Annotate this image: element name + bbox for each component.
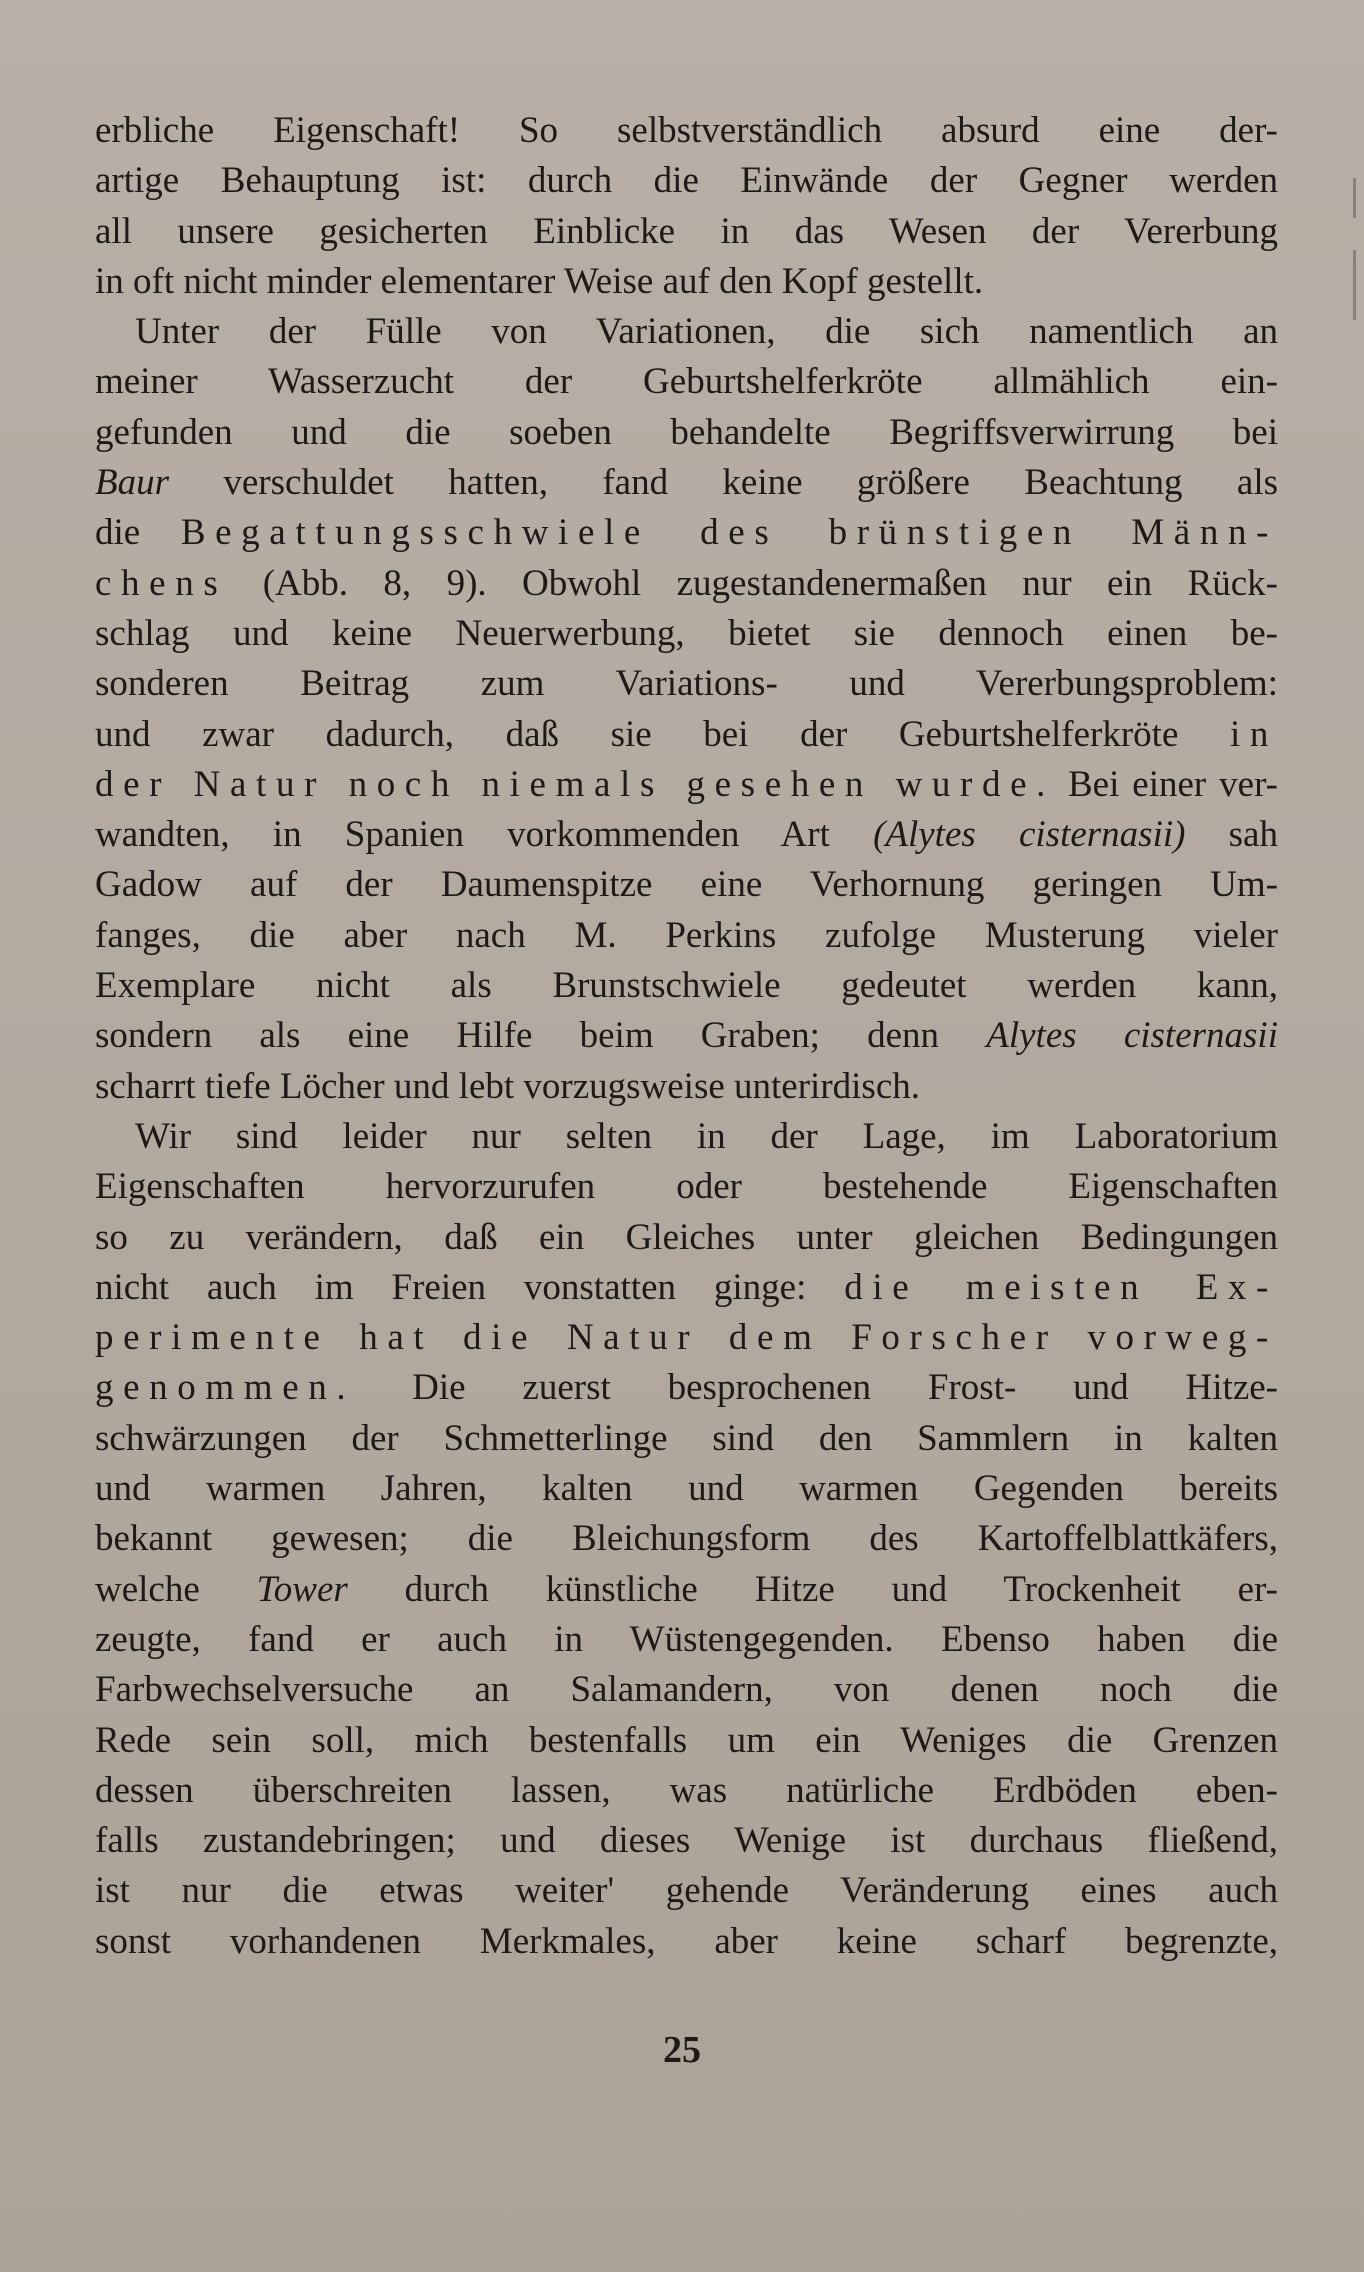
text-line bbox=[95, 810, 1278, 860]
spaced-text: der Natur noch niemals gesehen wurde. bbox=[95, 763, 1056, 805]
spaced-text: die meisten Ex- bbox=[844, 1266, 1278, 1308]
text-run: die bbox=[95, 512, 181, 554]
text-run: sondern als eine Hilfe beim Graben; denn bbox=[95, 1015, 987, 1057]
text-run: Farbwechselversuche an Salamandern, von denen noch die bbox=[95, 1669, 1278, 1711]
text-line bbox=[95, 508, 1278, 558]
spaced-text: chens bbox=[95, 562, 228, 604]
text-line bbox=[95, 1011, 1278, 1061]
spaced-text: Begattungsschwiele des brünstigen Männ- bbox=[180, 512, 1279, 554]
italic-text: Tower bbox=[256, 1568, 348, 1610]
text-run: wandten, in Spanien vorkommenden Art bbox=[95, 814, 874, 856]
text-line bbox=[95, 408, 1278, 458]
text-run: sah bbox=[1185, 814, 1278, 856]
text-run: verschuldet hatten, fand keine größere Beachtung als bbox=[169, 462, 1278, 504]
text-run: falls zustandebringen; und dieses Wenige ist durchaus fließend, bbox=[95, 1820, 1278, 1862]
text-line bbox=[95, 156, 1278, 206]
spaced-text: in bbox=[1229, 713, 1278, 755]
text-run: in oft nicht minder elementarer Weise auf den Kopf gestellt. bbox=[95, 260, 984, 302]
text-line bbox=[95, 1866, 1278, 1916]
text-line bbox=[95, 1464, 1278, 1514]
text-line bbox=[95, 1363, 1278, 1413]
text-run: ist nur die etwas weiter' gehende Veränderung eines auch bbox=[95, 1870, 1278, 1912]
text-run: sonderen Beitrag zum Variations- und Vererbungsproblem: bbox=[95, 663, 1278, 705]
text-line bbox=[95, 1716, 1278, 1766]
text-line bbox=[95, 559, 1278, 609]
text-run: und zwar dadurch, daß sie bei der Geburtshelferkröte bbox=[95, 713, 1230, 755]
text-line bbox=[95, 911, 1278, 961]
text-run: meiner Wasserzucht der Geburtshelferkröte allmählich ein- bbox=[95, 361, 1278, 403]
text-run: und warmen Jahren, kalten und warmen Gegenden bereits bbox=[95, 1468, 1278, 1510]
text-run: nicht auch im Freien vonstatten ginge: bbox=[95, 1266, 845, 1308]
text-line bbox=[95, 1313, 1278, 1363]
body-text bbox=[95, 106, 1278, 1967]
text-line bbox=[95, 1917, 1278, 1967]
text-run: scharrt tiefe Löcher und lebt vorzugsweise unterirdisch. bbox=[95, 1065, 921, 1107]
text-line bbox=[95, 1514, 1278, 1564]
text-run: schlag und keine Neuerwerbung, bietet sie dennoch einen be- bbox=[95, 612, 1278, 654]
text-line bbox=[95, 1565, 1278, 1615]
text-line bbox=[95, 1112, 1278, 1162]
text-run: Bei einer ver- bbox=[1055, 763, 1279, 805]
page-number: 25 bbox=[663, 2029, 701, 2071]
text-run: sonst vorhandenen Merkmales, aber keine scharf begrenzte, bbox=[95, 1920, 1278, 1962]
text-line bbox=[95, 207, 1278, 257]
text-run: artige Behauptung ist: durch die Einwände der Gegner werden bbox=[95, 160, 1278, 202]
text-run: (Abb. 8, 9). Obwohl zugestandenermaßen nur ein Rück- bbox=[227, 562, 1278, 604]
text-run: Gadow auf der Daumenspitze eine Verhornung geringen Um- bbox=[95, 864, 1278, 906]
text-run: welche bbox=[95, 1568, 257, 1610]
text-run: all unsere gesicherten Einblicke in das Wesen der Vererbung bbox=[95, 210, 1278, 252]
text-line bbox=[95, 1162, 1278, 1212]
text-line bbox=[95, 860, 1278, 910]
text-line bbox=[95, 760, 1278, 810]
text-run: bekannt gewesen; die Bleichungsform des Kartoffelblattkäfers, bbox=[95, 1518, 1278, 1560]
text-line bbox=[95, 961, 1278, 1011]
text-run: erbliche Eigenschaft! So selbstverständlich absurd eine der- bbox=[95, 110, 1278, 151]
text-run: Eigenschaften hervorzurufen oder bestehende Eigenschaften bbox=[95, 1166, 1278, 1208]
text-run: fanges, die aber nach M. Perkins zufolge Musterung vieler bbox=[95, 914, 1278, 956]
text-line bbox=[95, 357, 1278, 407]
text-line bbox=[95, 1414, 1278, 1464]
spaced-text: genommen. bbox=[95, 1367, 356, 1409]
text-run: gefunden und die soeben behandelte Begriffsverwirrung bei bbox=[95, 411, 1278, 453]
text-run: Die zuerst besprochenen Frost- und Hitze- bbox=[355, 1367, 1278, 1409]
text-run: durch künstliche Hitze und Trockenheit er- bbox=[347, 1568, 1278, 1610]
text-run: so zu verändern, daß ein Gleiches unter gleichen Bedingungen bbox=[95, 1216, 1278, 1258]
text-line bbox=[95, 1213, 1278, 1263]
text-line bbox=[95, 1263, 1278, 1313]
text-line bbox=[95, 1766, 1278, 1816]
margin-mark bbox=[1353, 178, 1356, 218]
text-line bbox=[95, 1816, 1278, 1866]
italic-text: Baur bbox=[95, 462, 169, 504]
text-run: Unter der Fülle von Variationen, die sich namentlich an bbox=[135, 311, 1278, 353]
text-line bbox=[95, 1062, 1278, 1112]
text-run: Wir sind leider nur selten in der Lage, im Laboratorium bbox=[135, 1115, 1278, 1157]
margin-mark bbox=[1353, 250, 1356, 320]
text-run: dessen überschreiten lassen, was natürliche Erdböden eben- bbox=[95, 1769, 1278, 1811]
text-line bbox=[95, 1615, 1278, 1665]
text-line bbox=[95, 106, 1278, 156]
text-run: zeugte, fand er auch in Wüstengegenden. Ebenso haben die bbox=[95, 1618, 1278, 1660]
text-run: Rede sein soll, mich bestenfalls um ein Weniges die Grenzen bbox=[95, 1719, 1278, 1761]
text-line bbox=[95, 1665, 1278, 1715]
text-run: Exemplare nicht als Brunstschwiele gedeutet werden kann, bbox=[95, 965, 1278, 1007]
text-line bbox=[95, 307, 1278, 357]
text-line bbox=[95, 659, 1278, 709]
italic-text: (Alytes cisternasii) bbox=[873, 814, 1186, 856]
italic-text: Alytes cisternasii bbox=[986, 1015, 1278, 1057]
text-line bbox=[95, 458, 1278, 508]
text-line bbox=[95, 609, 1278, 659]
text-run: schwärzungen der Schmetterlinge sind den Sammlern in kalten bbox=[95, 1417, 1278, 1459]
spaced-text: perimente hat die Natur dem Forscher vorweg- bbox=[95, 1317, 1278, 1359]
text-line bbox=[95, 710, 1278, 760]
text-line bbox=[95, 257, 1278, 307]
